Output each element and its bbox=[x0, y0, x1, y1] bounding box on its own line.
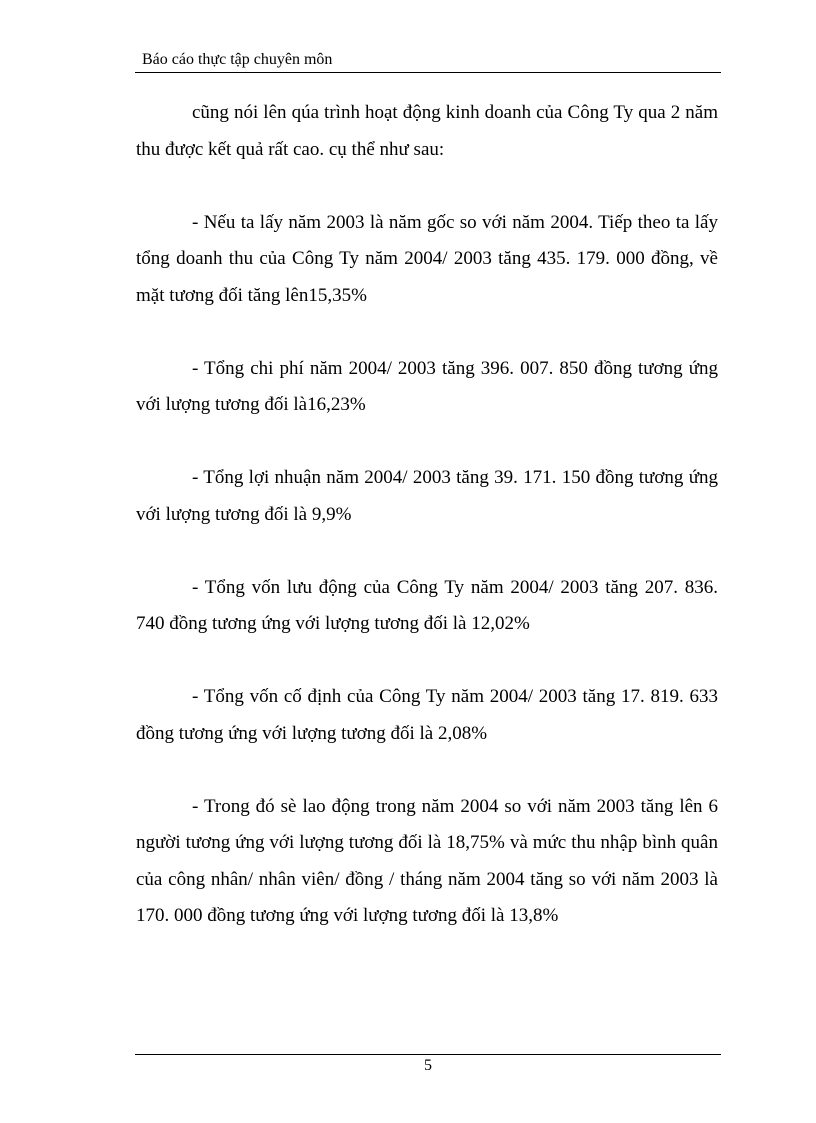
paragraph-fixed-capital: - Tổng vốn cố định của Công Ty năm 2004/ 2003 tăng 17. 819. 633 đồng tương ứng với lượng tương đối là 2,08% bbox=[136, 686, 718, 744]
paragraph-revenue: - Nếu ta lấy năm 2003 là năm gốc so với năm 2004. Tiếp theo ta lấy tổng doanh thu của Công Ty năm 2004/ 2003 tăng 435. 179. 000 đồng, về mặt tương đối tăng lên15,35% bbox=[136, 211, 718, 306]
paragraph-profit: - Tổng lợi nhuận năm 2004/ 2003 tăng 39. 171. 150 đồng tương ứng với lượng tương đối là 9,9% bbox=[136, 467, 718, 525]
header-title: Báo cáo thực tập chuyên môn bbox=[142, 51, 333, 68]
document-body bbox=[136, 95, 718, 971]
paragraph-working-capital: - Tổng vốn lưu động của Công Ty năm 2004/ 2003 tăng 207. 836. 740 đồng tương ứng với lượng tương đối là 12,02% bbox=[136, 576, 718, 634]
footer-rule bbox=[135, 1054, 721, 1055]
paragraph-costs: - Tổng chi phí năm 2004/ 2003 tăng 396. 007. 850 đồng tương ứng với lượng tương đối là16,23% bbox=[136, 357, 718, 415]
page-header bbox=[135, 50, 721, 73]
page-number: 5 bbox=[424, 1057, 432, 1074]
paragraph-intro: cũng nói lên qúa trình hoạt động kinh doanh của Công Ty qua 2 năm thu được kết quả rất cao. cụ thể như sau: bbox=[136, 102, 718, 160]
paragraph-labor-income: - Trong đó sè lao động trong năm 2004 so với năm 2003 tăng lên 6 người tương ứng với lượng tương đối là 18,75% và mức thu nhập bình quân của công nhân/ nhân viên/ đồng / tháng năm 2004 tăng so với năm 2003 là 170. 000 đồng tương ứng với lượng tương đối là 13,8% bbox=[136, 795, 718, 926]
